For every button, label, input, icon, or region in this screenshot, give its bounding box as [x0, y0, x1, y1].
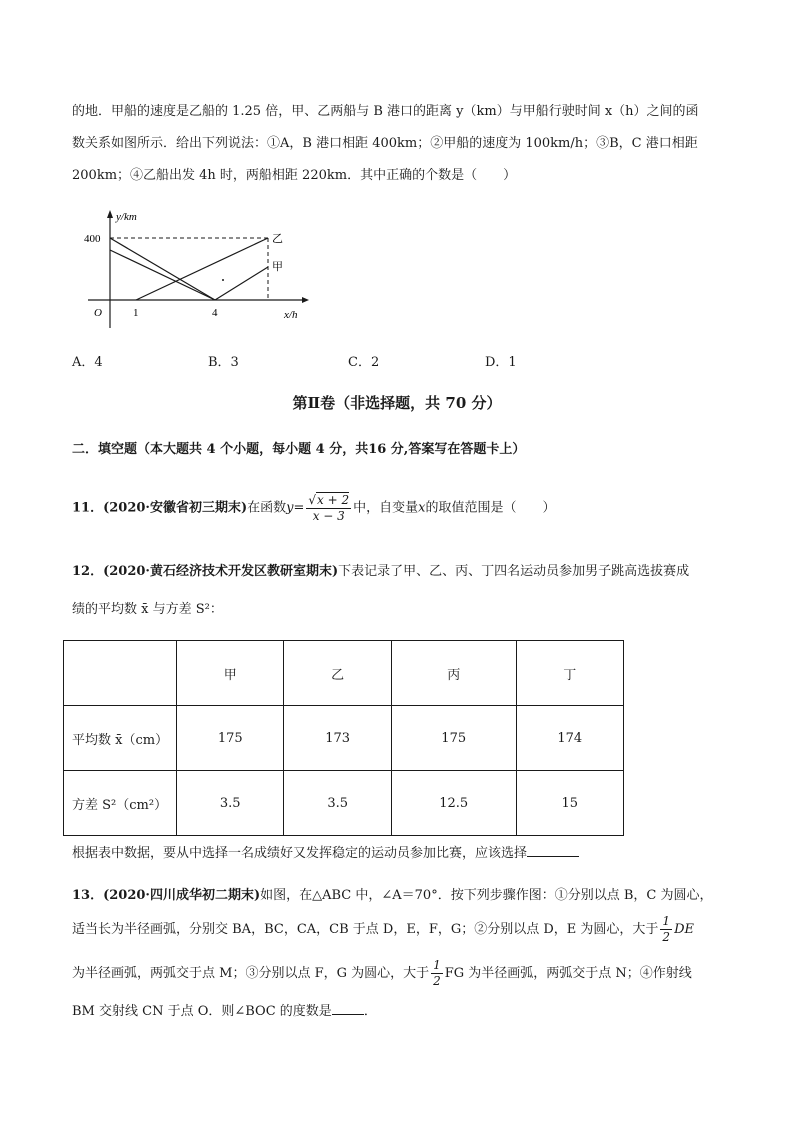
table-corner [64, 641, 177, 706]
option-c[interactable]: C．2 [348, 355, 380, 370]
answer-blank[interactable] [332, 1002, 364, 1015]
q13-line2b: DE [674, 922, 694, 937]
table-header-ding: 丁 [516, 641, 623, 706]
cell: 175 [391, 706, 516, 771]
half-fraction-1 [660, 914, 672, 945]
fraction-numerator: 1 [433, 958, 441, 972]
table-row [64, 771, 624, 836]
row-label-variance: 方差 S²（cm²） [64, 771, 177, 836]
label-yi: 乙 [272, 232, 283, 245]
cell: 173 [284, 706, 391, 771]
q12-line1-rest: 下表记录了甲、乙、丙、丁四名运动员参加男子跳高选拔赛成 [338, 564, 690, 579]
table-header-jia: 甲 [177, 641, 284, 706]
q12-table [63, 640, 624, 836]
section-title: 第Ⅱ卷（非选择题，共 70 分） [292, 394, 502, 412]
cell: 15 [516, 771, 623, 836]
cell: 12.5 [391, 771, 516, 836]
fraction-denominator: 2 [662, 930, 671, 944]
q13-line3b: FG 为半径画弧，两弧交于点 N；④作射线 [444, 966, 692, 981]
option-b[interactable]: B．3 [208, 355, 239, 370]
q13-line4: BM 交射线 CN 于点 O．则∠BOC 的度数是 [72, 1004, 332, 1019]
q12-after [72, 842, 579, 861]
row-label-mean: 平均数 x̄（cm） [64, 706, 177, 771]
q12-after-text: 根据表中数据，要从中选择一名成绩好又发挥稳定的运动员参加比赛，应该选择 [72, 846, 528, 861]
table-header-yi: 乙 [284, 641, 391, 706]
table-header-row [64, 641, 624, 706]
q11-numerator: x + 2 [317, 493, 350, 507]
q11-pre: 在函数 [247, 500, 287, 516]
y-axis-arrow [107, 210, 113, 218]
x-axis-label: x/h [284, 309, 298, 321]
cell: 3.5 [284, 771, 391, 836]
q11-var: x [418, 500, 426, 516]
section-heading: 二．填空题（本大题共 4 个小题，每小题 4 分，共16 分,答案写在答题卡上） [72, 442, 526, 457]
cell: 175 [177, 706, 284, 771]
q11-post: 中，自变量 [353, 500, 419, 516]
q13-line4-end: ． [363, 1004, 377, 1019]
fraction-denominator: 2 [433, 974, 441, 988]
line-jia-down [110, 250, 215, 300]
origin-label: O [94, 307, 102, 319]
q11-y: y= [286, 500, 305, 516]
x-tick-4: 4 [212, 307, 218, 319]
q13-line-2 [72, 914, 694, 945]
q13-line2a: 适当长为半径画弧，分别交 BA，BC，CA，CB 于点 D，E，F，G；②分别以点 D，E 为圆心，大于 [72, 922, 659, 937]
line-descending [110, 238, 215, 300]
option-a[interactable]: A．4 [72, 355, 103, 370]
x-axis-arrow [302, 297, 309, 303]
table-header-bing: 丙 [391, 641, 516, 706]
q13-line-1 [72, 884, 712, 903]
q10-line-1: 的地．甲船的速度是乙船的 1.25 倍，甲、乙两船与 B 港口的距离 y（km）与甲船行驶时间 x（h）之间的函 [72, 104, 699, 119]
q12-line-1 [72, 560, 689, 579]
x-tick-1: 1 [133, 307, 139, 319]
q10-graph [84, 206, 312, 328]
dot-mark [222, 279, 224, 281]
q10-line-3: 200km；④乙船出发 4h 时，两船相距 220km．其中正确的个数是（ ） [72, 168, 517, 183]
q13-line3a: 为半径画弧，两弧交于点 M；③分别以点 F，G 为圆心，大于 [72, 966, 430, 981]
cell: 174 [516, 706, 623, 771]
q13-line-3 [72, 958, 692, 989]
q10-text [72, 96, 722, 192]
answer-blank[interactable] [527, 844, 579, 857]
y-tick-400: 400 [84, 233, 101, 245]
q11 [72, 492, 556, 524]
table-row [64, 706, 624, 771]
q10-line-2: 数关系如图所示．给出下列说法：①A，B 港口相距 400km；②甲船的速度为 100km/h；③B，C 港口相距 [72, 136, 698, 151]
fraction-numerator: 1 [662, 914, 671, 928]
q11-post2: 的取值范围是（ ） [425, 500, 556, 516]
cell: 3.5 [177, 771, 284, 836]
q11-fraction: $\frac{√x + 2}{x - 3}$ [308, 493, 350, 523]
q11-tag: 11．(2020·安徽省初三期末) [72, 500, 248, 516]
q13-line-4 [72, 1000, 377, 1019]
q13-tag: 13．(2020·四川成华初二期末) [72, 888, 261, 903]
y-axis-label: y/km [116, 211, 137, 223]
option-d[interactable]: D．1 [485, 355, 517, 370]
line-yi [136, 238, 268, 300]
q11-denominator: x − 3 [312, 509, 345, 523]
q12-line-2: 绩的平均数 x̄ 与方差 S²： [72, 602, 223, 617]
half-fraction-2 [431, 958, 443, 989]
line-jia-up [215, 267, 268, 300]
q13-line1-rest: 如图，在△ABC 中，∠A＝70°．按下列步骤作图：①分别以点 B，C 为圆心， [260, 888, 713, 903]
q12-tag: 12．(2020·黄石经济技术开发区教研室期末) [72, 564, 339, 579]
label-jia: 甲 [272, 260, 283, 273]
